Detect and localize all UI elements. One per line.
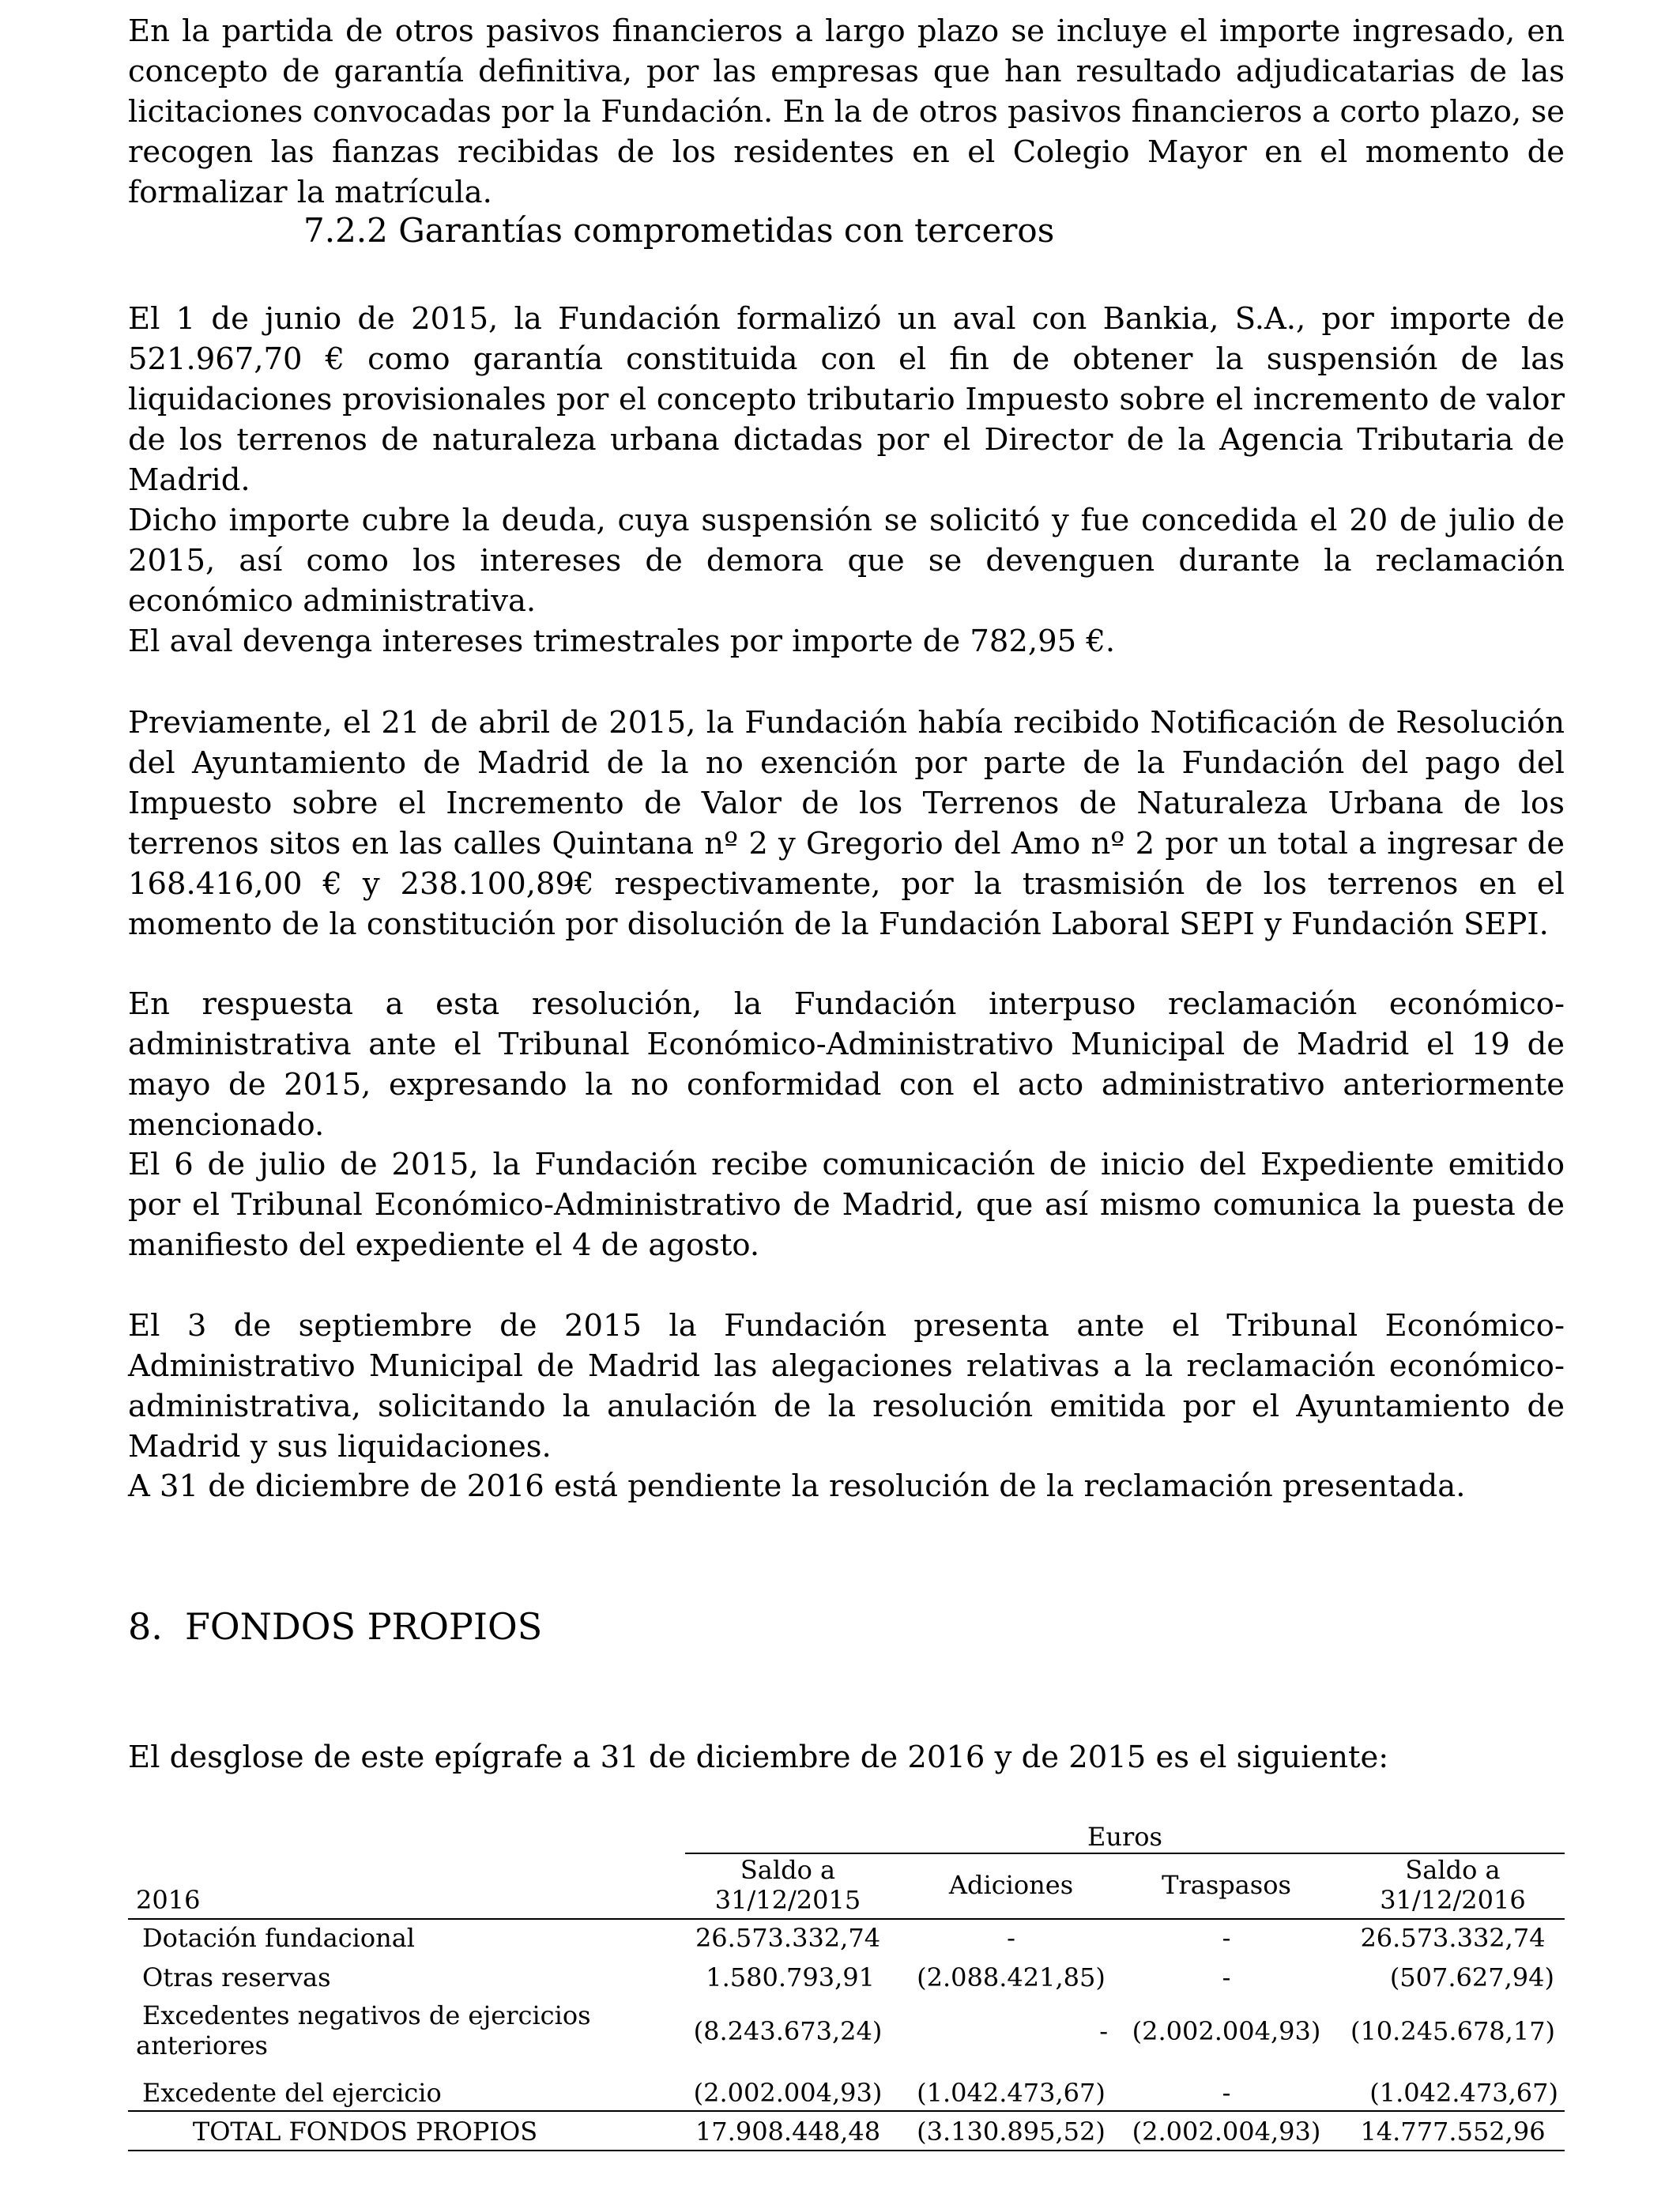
total-top-rule (128, 2110, 1565, 2112)
row-label: Excedente del ejercicio (142, 2078, 442, 2108)
paragraph-desglose: El desglose de este epígrafe a 31 de diciembre de 2016 y de 2015 es el siguiente: (128, 1740, 1389, 1775)
paragraph-resolucion-ayuntamiento: Previamente, el 21 de abril de 2015, la Fundación había recibido Notificación de Resolución del Ayuntamiento de Madrid de la no exención por parte de la Fundación del pago del Impuesto sobre el Incremento de Valor de los Terrenos de Naturaleza Urbana de los terrenos sitos en las calles Quintana nº 2 y Gregorio del Amo nº 2 por un total a ingresar de 168.416,00 € y 238.100,89€ respectivamente, por la trasmisión de los terrenos en el momento de la constitución por disolución de la Fundación Laboral SEPI y Fundación SEPI. (128, 705, 1565, 942)
column-header-traspasos: Traspasos (1162, 1870, 1291, 1900)
column-header-adiciones: Adiciones (948, 1870, 1074, 1900)
cell-saldo-2015: 26.573.332,74 (695, 1923, 881, 1953)
paragraph-expediente: El 6 de julio de 2015, la Fundación recibe comunicación de inicio del Expediente emitido por el Tribunal Económico-Administrativo de Madrid, que así mismo comunica la puesta de manifiesto del expediente el 4 de agosto. (128, 1147, 1565, 1263)
cell-traspasos: - (1222, 2078, 1231, 2108)
column-header-line: 31/12/2015 (714, 1885, 861, 1915)
section-heading (128, 1604, 542, 1649)
row-label: Otras reservas (142, 1962, 331, 1992)
total-bottom-rule (128, 2150, 1565, 2151)
total-saldo-2016: 14.777.552,96 (1360, 2117, 1546, 2147)
header-rule (685, 1853, 1565, 1854)
column-header-saldo-2016 (1341, 1855, 1565, 1915)
total-adiciones: (3.130.895,52) (917, 2117, 1106, 2147)
column-header-line: 31/12/2016 (1380, 1885, 1526, 1915)
total-saldo-2015: 17.908.448,48 (695, 2117, 881, 2147)
subsection-heading: 7.2.2 Garantías comprometidas con terceros (303, 211, 1055, 250)
cell-saldo-2016: (507.627,94) (1389, 1962, 1554, 1992)
cell-adiciones: - (1007, 1923, 1015, 1953)
column-header-line: Saldo a (1405, 1855, 1501, 1885)
cell-traspasos: - (1222, 1923, 1231, 1953)
cell-adiciones: (1.042.473,67) (917, 2078, 1106, 2108)
paragraph-importe-deuda: Dicho importe cubre la deuda, cuya suspensión se solicitó y fue concedida el 20 de julio de 2015, así como los intereses de demora que se devenguen durante la reclamación económico administrativa. (128, 503, 1565, 619)
cell-adiciones: - (1099, 2016, 1108, 2046)
row-label: Dotación fundacional (142, 1923, 416, 1953)
cell-saldo-2016: 26.573.332,74 (1360, 1923, 1546, 1953)
section-number: 8. (128, 1605, 163, 1648)
row-label (136, 2000, 664, 2060)
total-traspasos: (2.002.004,93) (1132, 2117, 1321, 2147)
row-label-line: anteriores (136, 2030, 268, 2060)
total-label: TOTAL FONDOS PROPIOS (192, 2117, 538, 2147)
row-label-line: Excedentes negativos de ejercicios (142, 2000, 591, 2030)
paragraph-pendiente: A 31 de diciembre de 2016 está pendiente la resolución de la reclamación presentada. (128, 1468, 1466, 1504)
cell-saldo-2015: (8.243.673,24) (693, 2016, 883, 2046)
currency-header: Euros (1087, 1822, 1162, 1852)
column-header-line: Saldo a (740, 1855, 836, 1885)
column-header-saldo-2015 (685, 1855, 891, 1915)
paragraph-otros-pasivos: En la partida de otros pasivos financieros a largo plazo se incluye el importe ingresado, en concepto de garantía definitiva, por las empresas que han resultado adjudicatarias de las licitaciones convocadas por la Fundación. En la de otros pasivos financieros a corto plazo, se recogen las fianzas recibidas de los residentes en el Colegio Mayor en el momento de formalizar la matrícula. (128, 13, 1565, 210)
cell-saldo-2015: (2.002.004,93) (693, 2078, 883, 2108)
cell-saldo-2016: (1.042.473,67) (1369, 2078, 1558, 2108)
paragraph-alegaciones: El 3 de septiembre de 2015 la Fundación presenta ante el Tribunal Económico-Administrativo Municipal de Madrid las alegaciones relativas a la reclamación económico-administrativa, solicitando la anulación de la resolución emitida por el Ayuntamiento de Madrid y sus liquidaciones. (128, 1308, 1565, 1465)
column-header-rule (128, 1918, 1565, 1920)
section-title: FONDOS PROPIOS (185, 1605, 543, 1648)
paragraph-reclamacion: En respuesta a esta resolución, la Fundación interpuso reclamación económico-administrativa ante el Tribunal Económico-Administrativo Municipal de Madrid el 19 de mayo de 2015, expresando la no conformidad con el acto administrativo anteriormente mencionado. (128, 986, 1565, 1143)
paragraph-aval-bankia: El 1 de junio de 2015, la Fundación formalizó un aval con Bankia, S.A., por importe de 521.967,70 € como garantía constituida con el fin de obtener la suspensión de las liquidaciones provisionales por el concepto tributario Impuesto sobre el incremento de valor de los terrenos de naturaleza urbana dictadas por el Director de la Agencia Tributaria de Madrid. (128, 301, 1565, 498)
cell-adiciones: (2.088.421,85) (917, 1962, 1106, 1992)
cell-traspasos: - (1222, 1962, 1231, 1992)
cell-saldo-2015: 1.580.793,91 (706, 1962, 875, 1992)
cell-saldo-2016: (10.245.678,17) (1350, 2016, 1556, 2046)
paragraph-intereses-aval: El aval devenga intereses trimestrales por importe de 782,95 €. (128, 624, 1116, 659)
cell-traspasos: (2.002.004,93) (1132, 2016, 1321, 2046)
year-label: 2016 (136, 1885, 201, 1915)
